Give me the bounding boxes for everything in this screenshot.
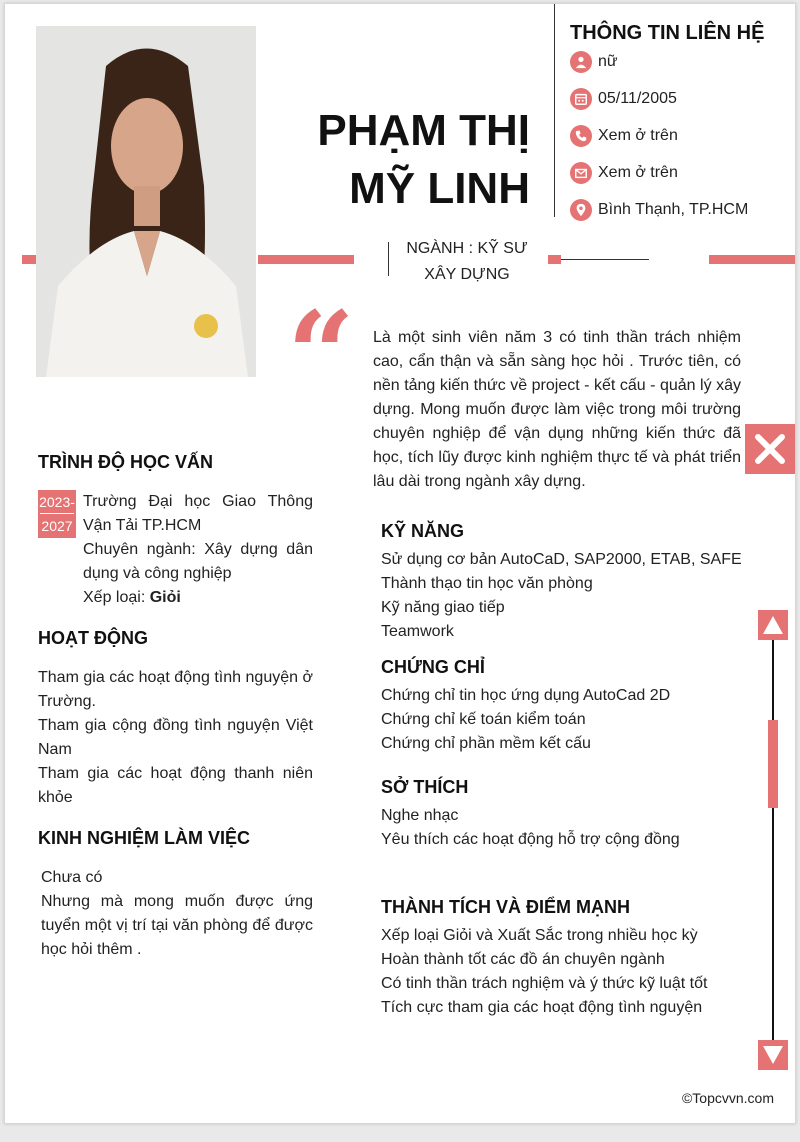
skill-item: Kỹ năng giao tiếp: [381, 599, 505, 616]
contact-gender-value: nữ: [598, 53, 618, 70]
arrow-down-icon: [762, 1045, 784, 1065]
major-line2: XÂY DỰNG: [424, 266, 510, 283]
scrollbar-thumb[interactable]: [768, 720, 778, 808]
education-title: TRÌNH ĐỘ HỌC VẤN: [38, 452, 213, 472]
activity-item: Tham gia cộng đồng tình nguyện Việt Nam: [38, 717, 313, 758]
contact-phone: [570, 123, 678, 149]
activities-list: [38, 666, 313, 810]
accent-thin-line: [561, 259, 649, 260]
education-grade: [83, 586, 313, 610]
achievement-item: Xếp loại Giỏi và Xuất Sắc trong nhiều học kỳ: [381, 927, 698, 944]
contact-birthdate-value: 05/11/2005: [598, 90, 677, 107]
education-year-end: 2027: [40, 513, 74, 538]
close-icon: [753, 432, 787, 466]
location-pin-icon: [570, 199, 592, 221]
hobby-item: Yêu thích các hoạt động hỗ trợ cộng đồng: [381, 831, 680, 848]
education-detail: [83, 490, 313, 610]
profile-photo: [36, 26, 256, 377]
contact-address: [570, 197, 748, 223]
phone-icon: [570, 125, 592, 147]
education-grade-label: Xếp loại:: [83, 589, 150, 606]
contact-phone-value[interactable]: Xem ở trên: [598, 127, 678, 144]
education-years: [38, 490, 76, 538]
contact-address-value: Bình Thạnh, TP.HCM: [598, 201, 749, 218]
accent-bar-small: [548, 255, 561, 264]
accent-bar-mid: [258, 255, 354, 264]
person-icon: [570, 51, 592, 73]
hobby-item: Nghe nhạc: [381, 807, 459, 824]
education-grade-value: Giỏi: [149, 589, 181, 606]
accent-bar-left: [22, 255, 36, 264]
major-line1: NGÀNH : KỸ SƯ: [406, 240, 528, 257]
cv-page: [4, 3, 796, 1124]
mail-icon: [570, 162, 592, 184]
experience-title: KINH NGHIỆM LÀM VIỆC: [38, 828, 251, 848]
hobbies-list: [381, 804, 680, 852]
skills-title: KỸ NĂNG: [381, 521, 465, 541]
skill-item: Teamwork: [381, 623, 454, 640]
accent-bar-right: [709, 255, 795, 264]
experience-line2: Nhưng mà mong muốn được ứng tuyển một vị trí tại văn phòng để được học hỏi thêm .: [41, 893, 313, 958]
education-specialty: Chuyên ngành: Xây dựng dân dụng và công nghiệp: [83, 541, 313, 582]
arrow-up-icon: [762, 615, 784, 635]
skills-list: [381, 548, 742, 644]
certificates-title: CHỨNG CHỈ: [381, 657, 485, 677]
name-line2: MỸ LINH: [349, 164, 530, 213]
contact-divider: [554, 4, 555, 217]
candidate-name: [317, 102, 530, 218]
quote-icon: “: [287, 285, 355, 424]
education-school: Trường Đại học Giao Thông Vận Tải TP.HCM: [83, 493, 313, 534]
scrollbar-track[interactable]: [772, 640, 774, 1040]
contact-email-value[interactable]: Xem ở trên: [598, 164, 678, 181]
activity-item: Tham gia các hoạt động thanh niên khỏe: [38, 765, 313, 806]
certificate-item: Chứng chỉ tin học ứng dụng AutoCad 2D: [381, 687, 671, 704]
achievement-item: Có tinh thần trách nghiệm và ý thức kỹ luật tốt: [381, 975, 708, 992]
achievements-list: [381, 924, 707, 1020]
contact-email: [570, 160, 678, 186]
name-line1: PHẠM THỊ: [317, 106, 530, 155]
scroll-up-button[interactable]: [758, 610, 788, 640]
major: [397, 236, 537, 288]
major-divider: [388, 242, 389, 276]
career-summary: Là một sinh viên năm 3 có tinh thần trách nhiệm cao, cẩn thận và sẵn sàng học hỏi . Trước tiên, có nền tảng kiến thức về project - kết cấu - quản lý xây dựng. Mong muốn được làm việc trong môi trường chuyên nghiệp để vận dụng những kiến thức đã học, tích lũy được kinh nghiệm thực tế và phát triển lâu dài trong ngành xây dựng.: [373, 329, 741, 490]
certificate-item: Chứng chỉ phần mềm kết cấu: [381, 735, 591, 752]
achievements-title: THÀNH TÍCH VÀ ĐIỂM MẠNH: [381, 897, 630, 917]
certificates-list: [381, 684, 670, 756]
copyright[interactable]: ©Topcvvn.com: [681, 1090, 774, 1106]
calendar-icon: [570, 88, 592, 110]
activity-item: Tham gia các hoạt động tình nguyện ở Trường.: [38, 669, 313, 710]
contact-title: THÔNG TIN LIÊN HỆ: [570, 22, 765, 44]
scroll-down-button[interactable]: [758, 1040, 788, 1070]
close-button[interactable]: [745, 424, 795, 474]
experience-detail: [41, 866, 313, 962]
certificate-item: Chứng chỉ kế toán kiểm toán: [381, 711, 586, 728]
activities-title: HOẠT ĐỘNG: [38, 628, 148, 648]
skill-item: Sử dụng cơ bản AutoCaD, SAP2000, ETAB, SAFE: [381, 551, 742, 568]
experience-line1: Chưa có: [41, 869, 103, 886]
contact-birthdate: [570, 86, 677, 112]
hobbies-title: SỞ THÍCH: [381, 777, 469, 797]
skill-item: Thành thạo tin học văn phòng: [381, 575, 593, 592]
contact-gender: [570, 49, 618, 75]
education-year-start: 2023-: [39, 494, 75, 510]
achievement-item: Hoàn thành tốt các đồ án chuyên ngành: [381, 951, 665, 968]
achievement-item: Tích cực tham gia các hoạt động tình nguyện: [381, 999, 703, 1016]
